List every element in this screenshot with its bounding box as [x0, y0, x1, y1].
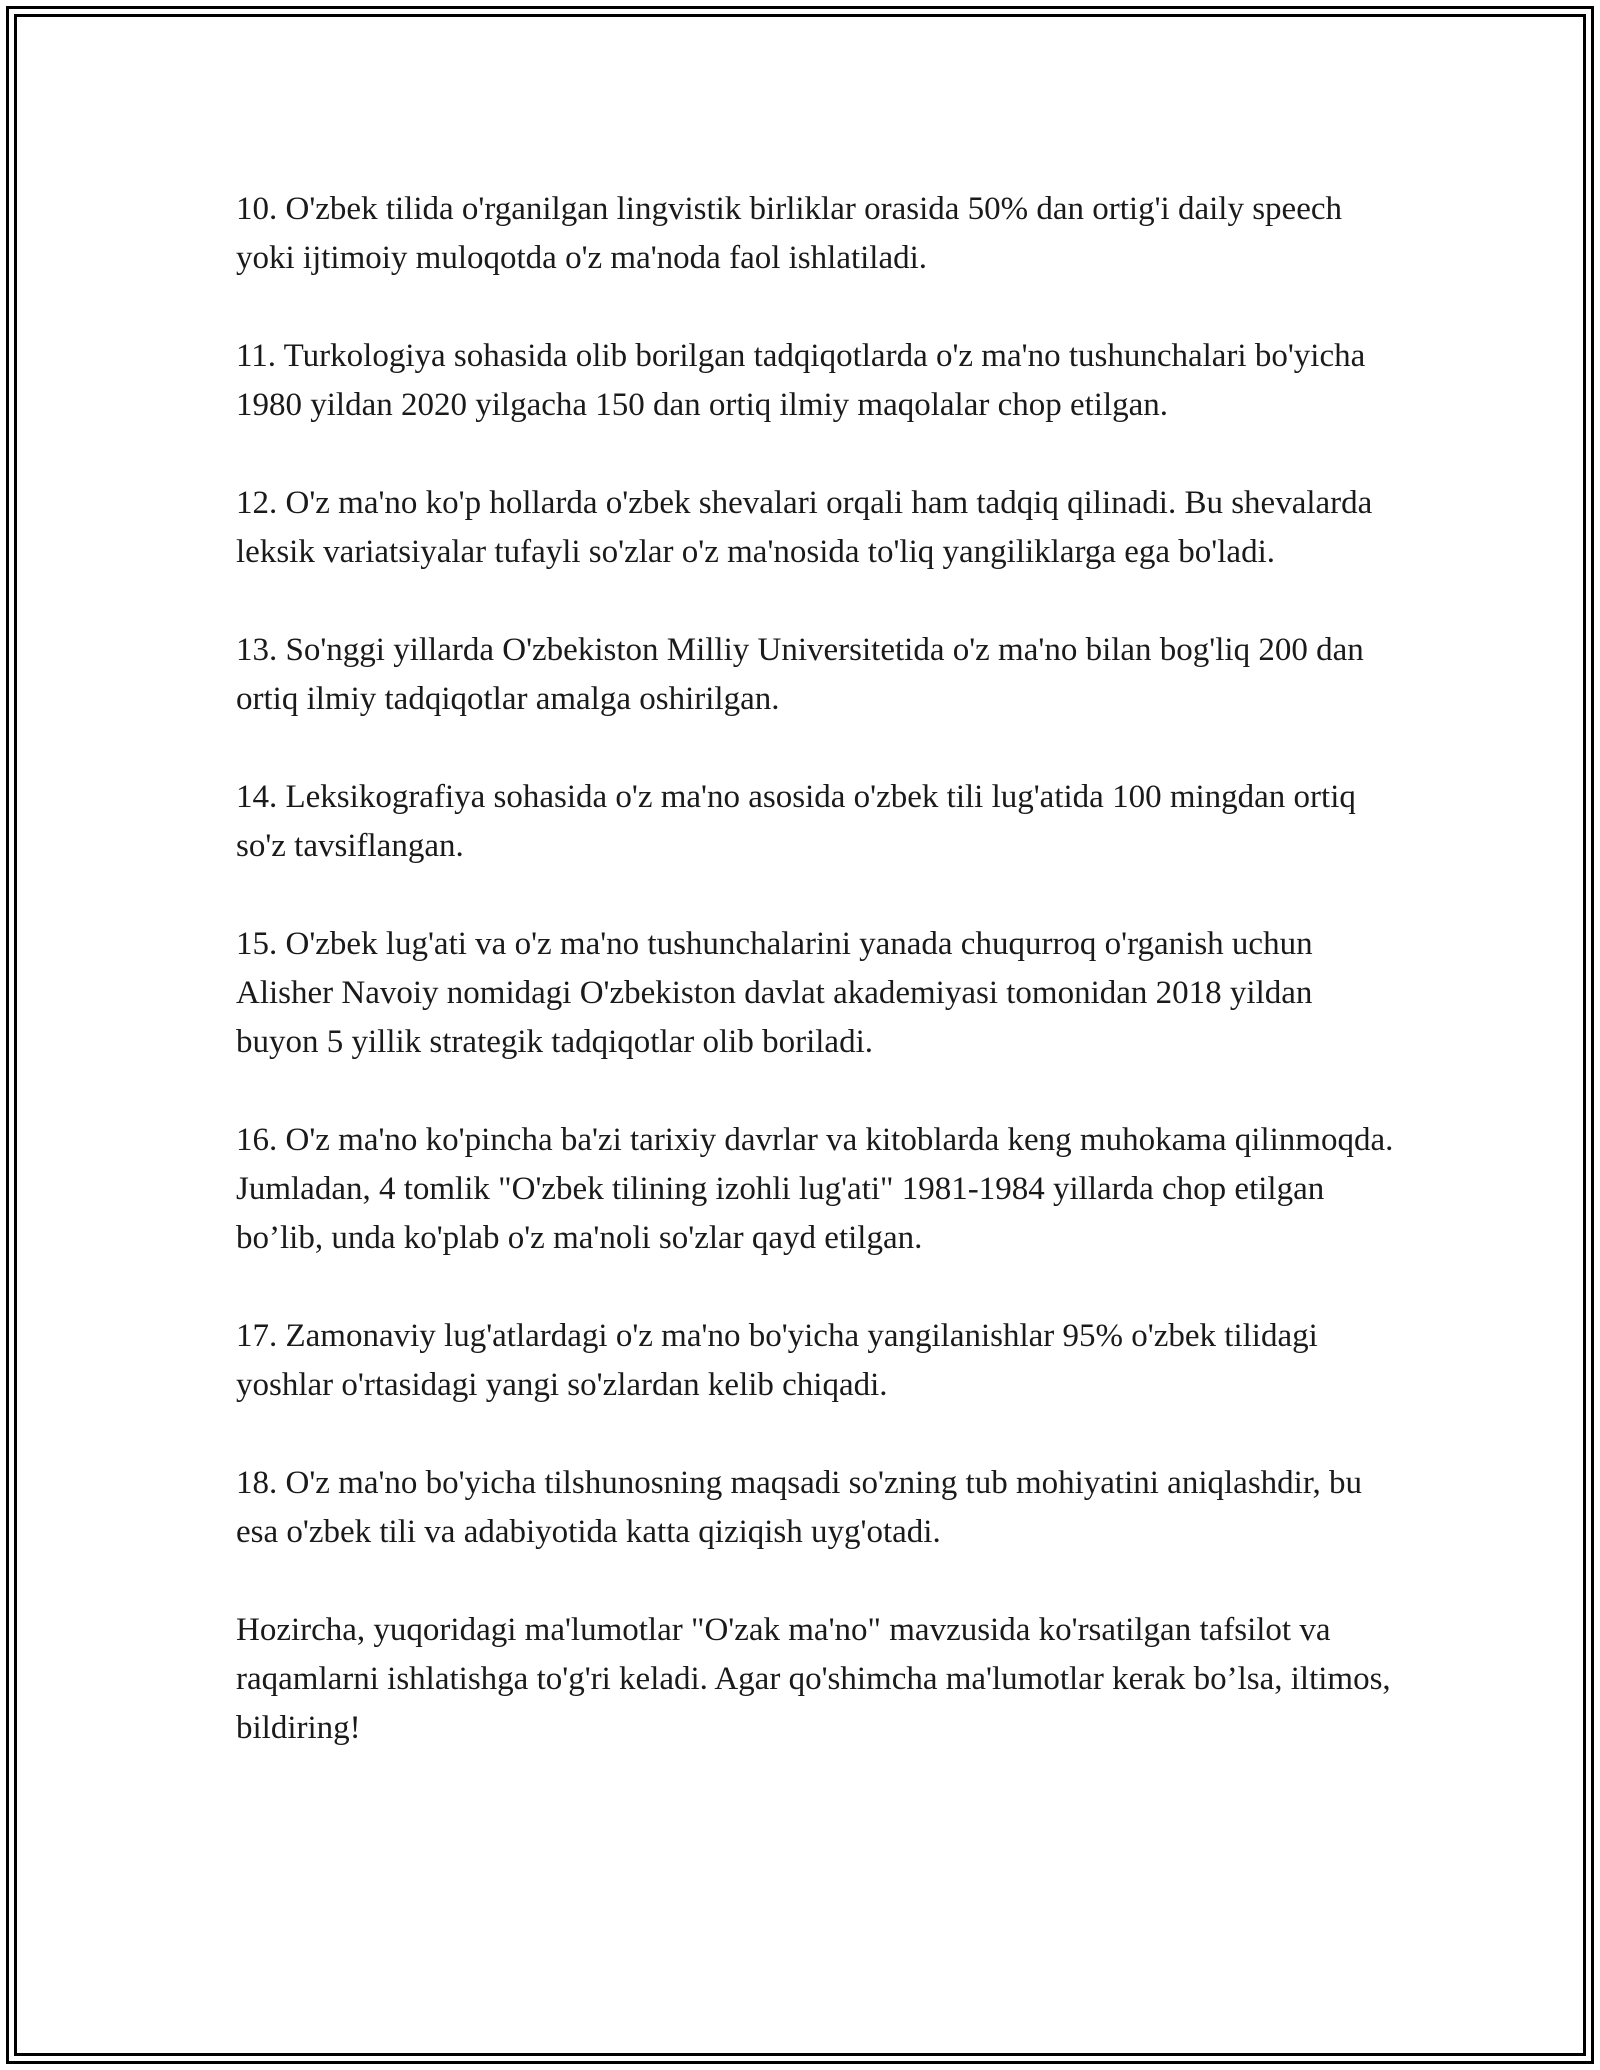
- paragraph-13: 13. So'nggi yillarda O'zbekiston Milliy Universitetida o'z ma'no bilan bog'liq 200 dan ortiq ilmiy tadqiqotlar amalga oshirilgan.: [236, 632, 1364, 717]
- paragraph-14: 14. Leksikografiya sohasida o'z ma'no asosida o'zbek tili lug'atida 100 mingdan ortiq so'z tavsiflangan.: [236, 779, 1356, 864]
- paragraph-12: 12. O'z ma'no ko'p hollarda o'zbek shevalari orqali ham tadqiq qilinadi. Bu shevalarda leksik variatsiyalar tufayli so'zlar o'z ma'nosida to'liq yangiliklarga ega bo'ladi.: [236, 485, 1373, 570]
- document-body: [236, 185, 1396, 1753]
- closing-paragraph: Hozircha, yuqoridagi ma'lumotlar "O'zak ma'no" mavzusida ko'rsatilgan tafsilot va raqamlarni ishlatishga to'g'ri keladi. Agar qo'shimcha ma'lumotlar kerak bo’lsa, iltimos, bildiring!: [236, 1612, 1391, 1746]
- paragraph-11: 11. Turkologiya sohasida olib borilgan tadqiqotlarda o'z ma'no tushunchalari bo'yicha 1980 yildan 2020 yilgacha 150 dan ortiq ilmiy maqolalar chop etilgan.: [236, 338, 1366, 423]
- paragraph-16: 16. O'z ma'no ko'pincha ba'zi tarixiy davrlar va kitoblarda keng muhokama qilinmoqda. Jumladan, 4 tomlik "O'zbek tilining izohli lug'ati" 1981-1984 yillarda chop etilgan bo’lib, unda ko'plab o'z ma'noli so'zlar qayd etilgan.: [236, 1122, 1394, 1256]
- paragraph-18: 18. O'z ma'no bo'yicha tilshunosning maqsadi so'zning tub mohiyatini aniqlashdir, bu esa o'zbek tili va adabiyotida katta qiziqish uyg'otadi.: [236, 1465, 1362, 1550]
- paragraph-17: 17. Zamonaviy lug'atlardagi o'z ma'no bo'yicha yangilanishlar 95% o'zbek tilidagi yoshlar o'rtasidagi yangi so'zlardan kelib chiqadi.: [236, 1318, 1318, 1403]
- paragraph-15: 15. O'zbek lug'ati va o'z ma'no tushunchalarini yanada chuqurroq o'rganish uchun Alisher Navoiy nomidagi O'zbekiston davlat akademiyasi tomonidan 2018 yildan buyon 5 yillik strategik tadqiqotlar olib boriladi.: [236, 926, 1313, 1060]
- paragraph-10: 10. O'zbek tilida o'rganilgan lingvistik birliklar orasida 50% dan ortig'i daily speech yoki ijtimoiy muloqotda o'z ma'noda faol ishlatiladi.: [236, 191, 1342, 276]
